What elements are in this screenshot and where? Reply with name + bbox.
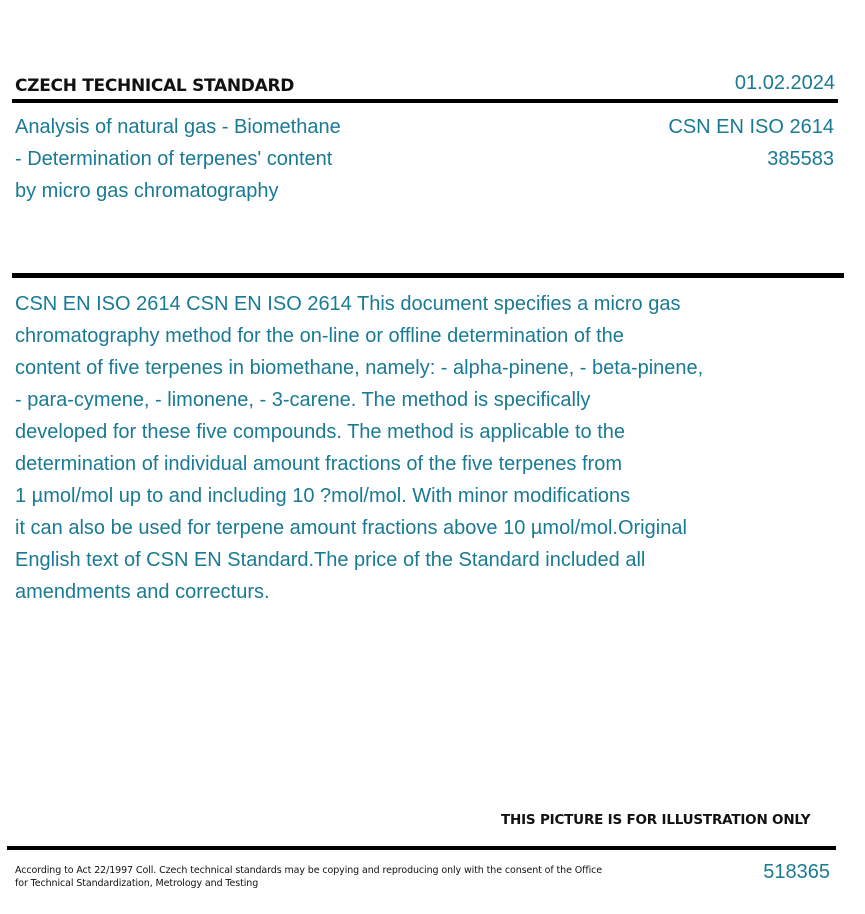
description-line: 1 µmol/mol up to and including 10 ?mol/mol. With minor modifications (15, 485, 631, 507)
illustration-note: THIS PICTURE IS FOR ILLUSTRATION ONLY (501, 812, 811, 828)
header-divider (12, 99, 838, 103)
legal-notice (15, 864, 602, 890)
description-line: CSN EN ISO 2614 CSN EN ISO 2614 This document specifies a micro gas (15, 293, 681, 315)
title-divider (12, 273, 844, 278)
footer-divider (7, 846, 836, 850)
document-number: 518365 (763, 861, 830, 883)
description-line: content of five terpenes in biomethane, namely: - alpha-pinene, - beta-pinene, (15, 357, 704, 379)
standard-title-line-3: by micro gas chromatography (15, 180, 279, 202)
description-line: English text of CSN EN Standard.The price of the Standard included all (15, 549, 646, 571)
standard-description (15, 288, 775, 608)
description-line: developed for these five compounds. The method is applicable to the (15, 421, 626, 443)
legal-line: According to Act 22/1997 Coll. Czech technical standards may be copying and reproducing only with the consent of the Office (15, 865, 603, 876)
description-line: - para-cymene, - limonene, - 3-carene. The method is specifically (15, 389, 591, 411)
standard-title-line-2: - Determination of terpenes' content (15, 148, 333, 170)
description-line: it can also be used for terpene amount fractions above 10 µmol/mol.Original (15, 517, 687, 539)
class-number: 385583 (767, 148, 834, 170)
description-line: determination of individual amount fractions of the five terpenes from (15, 453, 622, 475)
standard-title-line-1: Analysis of natural gas - Biomethane (15, 116, 341, 138)
description-line: chromatography method for the on-line or offline determination of the (15, 325, 624, 347)
publication-date: 01.02.2024 (734, 72, 835, 94)
standard-code: CSN EN ISO 2614 (668, 116, 834, 138)
document-type-label: CZECH TECHNICAL STANDARD (15, 76, 295, 96)
description-line: amendments and correcturs. (15, 581, 270, 603)
legal-line: for Technical Standardization, Metrology and Testing (15, 878, 259, 889)
